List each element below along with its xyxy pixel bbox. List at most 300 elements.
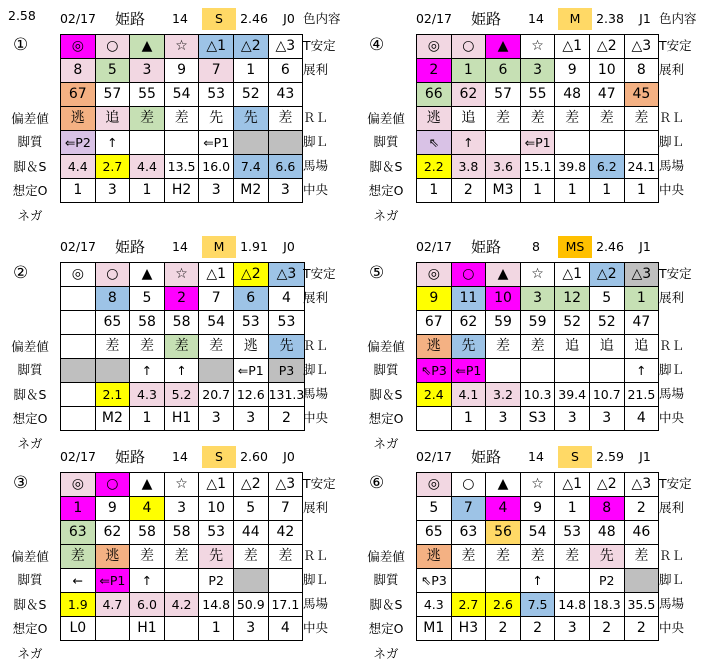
grid-cell: 48 — [589, 521, 624, 545]
row-label-left: 脚＆S — [369, 159, 403, 174]
race-panel — [0, 4, 356, 227]
grid-cell: 逃 — [61, 107, 96, 131]
grid-cell: 3 — [233, 617, 268, 641]
race-panel — [356, 4, 712, 227]
grid-cell: 差 — [95, 335, 130, 359]
row-label-right: 脚Ｌ — [303, 362, 329, 377]
grid-cell: 6.0 — [130, 593, 165, 617]
grid-cell: 63 — [61, 521, 96, 545]
grid-cell: 差 — [555, 545, 590, 569]
grid-cell: 10 — [199, 497, 234, 521]
race-value: 2.60 — [240, 449, 268, 464]
row-label-left: 脚質 — [373, 134, 399, 149]
grid-cell: 53 — [555, 521, 590, 545]
row-label-left: ネガ — [17, 436, 43, 451]
grid-cell: 53 — [268, 311, 305, 335]
grid-row — [417, 617, 659, 641]
grid-cell: 3 — [520, 59, 555, 83]
grid-cell: 差 — [624, 107, 659, 131]
grid-cell: 5 — [233, 497, 268, 521]
grid-cell: 46 — [624, 521, 659, 545]
grid-cell: 差 — [130, 545, 165, 569]
grid-cell: ⇐P1 — [199, 131, 234, 155]
grid-cell — [624, 569, 659, 593]
grid-cell: 42 — [268, 521, 303, 545]
grid-cell: 9 — [95, 497, 130, 521]
grid-cell: 3.8 — [451, 155, 486, 179]
grid-cell: 54 — [199, 311, 234, 335]
row-label-right: T安定 — [303, 476, 336, 491]
grid-cell: 58 — [164, 311, 199, 335]
runner-count: 14 — [172, 239, 188, 254]
grid-cell: △3 — [624, 473, 659, 497]
grid-cell: 先 — [451, 335, 486, 359]
race-panel — [0, 232, 356, 455]
grid-cell: 53 — [199, 83, 234, 107]
row-label-right: 展利 — [303, 500, 329, 515]
row-label-left: 脚質 — [373, 572, 399, 587]
row-label-right: 展利 — [303, 290, 329, 305]
grid-cell: 2 — [624, 617, 659, 641]
grid-cell: 3 — [130, 59, 165, 83]
row-label-left: 想定O — [368, 411, 404, 426]
grid-cell: 65 — [417, 521, 452, 545]
header-extra-label: 色内容 — [303, 11, 341, 26]
grid-cell: 差 — [520, 545, 555, 569]
grid-cell: 43 — [268, 83, 303, 107]
grid-cell: 18.3 — [589, 593, 624, 617]
grid-cell: 5.2 — [164, 383, 199, 407]
grid-cell: 2.2 — [417, 155, 452, 179]
jockey-flag: J1 — [639, 449, 651, 464]
row-label-right: 中央 — [659, 410, 685, 425]
row-label-right: 中央 — [303, 182, 329, 197]
grid-cell: ↑ — [130, 359, 165, 383]
grid-cell: △1 — [555, 35, 590, 59]
grid-cell — [61, 407, 96, 431]
grid-cell: 先 — [589, 545, 624, 569]
grid-cell — [233, 569, 268, 593]
grid-cell: 5 — [417, 497, 452, 521]
grid-cell: 50.9 — [233, 593, 268, 617]
race-number: ③ — [13, 473, 29, 493]
grid-cell: 8 — [61, 59, 96, 83]
row-label-right: 馬場 — [659, 158, 685, 173]
grid-cell: ▲ — [130, 263, 165, 287]
grid-row — [417, 59, 659, 83]
row-label-left: ネガ — [373, 208, 399, 223]
grid-cell: ◎ — [61, 263, 96, 287]
grid-cell: 1 — [589, 179, 624, 203]
grid-cell: 4.1 — [451, 383, 486, 407]
grid-cell — [164, 617, 199, 641]
row-label-right: 中央 — [659, 182, 685, 197]
row-label-left: 偏差値 — [367, 111, 405, 126]
row-label-left: 脚質 — [17, 134, 43, 149]
grid-cell: ○ — [451, 263, 486, 287]
grid-cell: 2.1 — [95, 383, 130, 407]
row-label-left: 想定O — [368, 183, 404, 198]
row-label-right: 馬場 — [303, 386, 329, 401]
race-panel — [356, 442, 712, 665]
grid-cell: 3 — [199, 407, 234, 431]
grid-cell — [130, 131, 165, 155]
row-label-left: ネガ — [17, 208, 43, 223]
grid-cell: H1 — [130, 617, 165, 641]
grid-cell: ⇐P1 — [451, 359, 486, 383]
row-label-left: 偏差値 — [11, 339, 49, 354]
grid-row — [417, 569, 659, 593]
grid-cell: 3 — [164, 497, 199, 521]
grid-cell: 3 — [199, 179, 234, 203]
race-venue: 姫路 — [470, 448, 501, 466]
grid-cell: 7 — [451, 497, 486, 521]
grid-cell: 差 — [520, 107, 555, 131]
grid-cell: 2 — [486, 617, 521, 641]
grid-cell: 追 — [624, 335, 659, 359]
grid-cell: 6.6 — [268, 155, 303, 179]
grid-cell: 3 — [520, 287, 555, 311]
grid-cell — [451, 569, 486, 593]
grid-cell: △2 — [589, 35, 624, 59]
jockey-flag: J1 — [639, 239, 651, 254]
row-label-left: ネガ — [373, 436, 399, 451]
grid-cell: 56 — [486, 521, 521, 545]
grid-cell — [555, 569, 590, 593]
race-number: ⑥ — [369, 473, 385, 493]
grid-row — [61, 545, 303, 569]
grid-cell: 6 — [233, 287, 268, 311]
race-date: 02/17 — [415, 239, 453, 254]
grid-cell: ⇖P3 — [417, 359, 452, 383]
jockey-flag: J0 — [283, 449, 295, 464]
row-label-right: 中央 — [659, 620, 685, 635]
row-label-right: ＲＬ — [303, 548, 329, 563]
race-venue: 姫路 — [114, 448, 145, 466]
grid-cell: 差 — [233, 545, 268, 569]
header-extra-label: 色内容 — [659, 11, 697, 26]
grid-cell: 2 — [624, 497, 659, 521]
grid-cell: 1 — [555, 497, 590, 521]
grid-cell: M1 — [417, 617, 452, 641]
grid-cell: 8 — [95, 287, 130, 311]
grid-cell: ⇐P1 — [520, 131, 555, 155]
grid-cell: 差 — [61, 545, 96, 569]
grid-row — [417, 83, 659, 107]
grid-cell: H3 — [451, 617, 486, 641]
grid-cell: ▲ — [130, 473, 165, 497]
grid-cell: ◎ — [417, 263, 452, 287]
grid-cell: 3 — [555, 407, 590, 431]
grid-cell: H2 — [164, 179, 199, 203]
grid-cell: 3.6 — [486, 155, 521, 179]
grid-cell: 131.3 — [268, 383, 305, 407]
grid-cell: 54 — [164, 83, 199, 107]
grid-cell: 3 — [589, 407, 624, 431]
race-type-badge: M — [202, 236, 236, 258]
grid-cell: 3 — [555, 617, 590, 641]
grid-cell: ⇖P3 — [417, 569, 452, 593]
row-label-right: ＲＬ — [659, 548, 685, 563]
grid-row — [417, 179, 659, 203]
grid-cell: 差 — [520, 335, 555, 359]
race-grid — [416, 34, 659, 203]
grid-cell: ↑ — [624, 359, 659, 383]
grid-cell — [268, 569, 303, 593]
grid-cell: 先 — [199, 545, 234, 569]
race-date: 02/17 — [59, 239, 97, 254]
row-label-right: T安定 — [303, 266, 336, 281]
row-label-right: T安定 — [303, 38, 336, 53]
grid-cell — [589, 359, 624, 383]
grid-cell: 4 — [130, 497, 165, 521]
grid-cell: 57 — [486, 83, 521, 107]
grid-cell — [589, 131, 624, 155]
grid-cell: 差 — [164, 335, 199, 359]
grid-cell: 追 — [589, 335, 624, 359]
grid-cell: 67 — [417, 311, 452, 335]
grid-cell: 45 — [624, 83, 659, 107]
row-label-left: ネガ — [373, 646, 399, 661]
race-date: 02/17 — [59, 11, 97, 26]
grid-cell — [164, 569, 199, 593]
race-number: ④ — [369, 35, 385, 55]
grid-row — [61, 359, 305, 383]
grid-cell — [95, 359, 130, 383]
grid-row — [417, 473, 659, 497]
row-label-right: 中央 — [303, 410, 329, 425]
grid-cell: 5 — [130, 287, 165, 311]
grid-cell: ⇐P2 — [61, 131, 96, 155]
grid-cell: 追 — [555, 335, 590, 359]
grid-cell: 47 — [589, 83, 624, 107]
grid-row — [417, 407, 659, 431]
grid-cell: 7 — [199, 59, 234, 83]
grid-row — [417, 155, 659, 179]
grid-cell: 1 — [520, 179, 555, 203]
row-label-right: 馬場 — [303, 158, 329, 173]
grid-cell: ○ — [95, 473, 130, 497]
grid-cell: 52 — [589, 311, 624, 335]
grid-cell: ◎ — [61, 35, 96, 59]
grid-cell: 1 — [233, 59, 268, 83]
grid-cell: 1 — [624, 179, 659, 203]
race-value: 2.59 — [596, 449, 624, 464]
grid-cell: ○ — [95, 35, 130, 59]
grid-cell: ⇖ — [417, 131, 452, 155]
grid-cell: 15.1 — [520, 155, 555, 179]
grid-cell: 差 — [199, 335, 234, 359]
row-label-right: 展利 — [659, 500, 685, 515]
grid-row — [61, 155, 303, 179]
grid-cell: 62 — [451, 83, 486, 107]
grid-cell: 差 — [130, 107, 165, 131]
grid-cell: 差 — [624, 545, 659, 569]
grid-row — [417, 35, 659, 59]
grid-cell: 先 — [199, 107, 234, 131]
grid-cell: △1 — [555, 473, 590, 497]
jockey-flag: J1 — [639, 11, 651, 26]
grid-row — [61, 263, 305, 287]
grid-row — [61, 383, 305, 407]
row-label-right: T安定 — [659, 266, 692, 281]
grid-cell: 2 — [589, 617, 624, 641]
grid-cell: 58 — [130, 521, 165, 545]
grid-cell: 62 — [451, 311, 486, 335]
grid-cell: 10 — [589, 59, 624, 83]
race-venue: 姫路 — [470, 10, 501, 28]
grid-cell: 4 — [486, 497, 521, 521]
row-label-right: 脚Ｌ — [659, 134, 685, 149]
row-label-right: 脚Ｌ — [303, 134, 329, 149]
race-type-badge: MS — [558, 236, 592, 258]
grid-row — [61, 407, 305, 431]
row-label-right: 脚Ｌ — [659, 362, 685, 377]
race-venue: 姫路 — [470, 238, 501, 256]
grid-cell: 54 — [520, 521, 555, 545]
grid-row — [61, 107, 303, 131]
grid-cell: 逃 — [417, 335, 452, 359]
grid-cell — [417, 407, 452, 431]
grid-cell: △2 — [589, 473, 624, 497]
grid-cell: 1 — [555, 179, 590, 203]
grid-cell: 16.0 — [199, 155, 234, 179]
grid-row — [61, 521, 303, 545]
grid-cell: 差 — [164, 545, 199, 569]
grid-cell: 52 — [233, 83, 268, 107]
grid-cell: 4 — [268, 287, 305, 311]
grid-cell: 追 — [451, 107, 486, 131]
grid-cell: 先 — [268, 335, 305, 359]
grid-cell — [486, 359, 521, 383]
grid-cell: 追 — [95, 107, 130, 131]
row-label-right: 馬場 — [659, 596, 685, 611]
grid-cell: 4 — [268, 617, 303, 641]
grid-row — [417, 521, 659, 545]
row-label-left: 偏差値 — [11, 111, 49, 126]
grid-cell: 66 — [417, 83, 452, 107]
version-label: 2.58 — [8, 8, 36, 23]
row-label-right: T安定 — [659, 476, 692, 491]
grid-cell: 7.5 — [520, 593, 555, 617]
row-label-right: 展利 — [303, 62, 329, 77]
grid-row — [61, 35, 303, 59]
row-label-left: 脚＆S — [13, 159, 47, 174]
grid-cell: 1 — [199, 617, 234, 641]
row-label-right: T安定 — [659, 38, 692, 53]
grid-cell — [268, 131, 303, 155]
grid-cell: ☆ — [164, 473, 199, 497]
grid-cell: 9 — [555, 59, 590, 83]
grid-row — [61, 569, 303, 593]
grid-cell: 1 — [61, 179, 96, 203]
race-type-badge: S — [558, 446, 592, 468]
grid-cell: P2 — [199, 569, 234, 593]
row-label-left: 脚質 — [17, 362, 43, 377]
race-grid — [60, 34, 303, 203]
grid-cell: 20.7 — [199, 383, 234, 407]
race-date: 02/17 — [415, 11, 453, 26]
row-label-left: 脚＆S — [13, 387, 47, 402]
grid-cell: 55 — [520, 83, 555, 107]
runner-count: 8 — [532, 239, 540, 254]
row-label-left: 脚＆S — [13, 597, 47, 612]
grid-cell: △1 — [199, 35, 234, 59]
race-grid — [416, 262, 659, 431]
jockey-flag: J0 — [283, 239, 295, 254]
race-type-badge: M — [558, 8, 592, 30]
grid-cell: 差 — [486, 545, 521, 569]
grid-cell: ▲ — [486, 35, 521, 59]
race-panel — [0, 442, 356, 665]
grid-cell: 47 — [624, 311, 659, 335]
race-type-badge: S — [202, 446, 236, 468]
grid-cell: ☆ — [520, 263, 555, 287]
race-value: 2.46 — [240, 11, 268, 26]
race-type-badge: S — [202, 8, 236, 30]
grid-cell: 2.4 — [417, 383, 452, 407]
grid-cell: △2 — [233, 473, 268, 497]
grid-cell: ◎ — [61, 473, 96, 497]
grid-cell: P3 — [268, 359, 305, 383]
grid-row — [61, 59, 303, 83]
grid-row — [417, 359, 659, 383]
grid-cell: M3 — [486, 179, 521, 203]
grid-row — [61, 617, 303, 641]
grid-cell: ○ — [451, 35, 486, 59]
grid-cell: 24.1 — [624, 155, 659, 179]
grid-cell: 4 — [624, 407, 659, 431]
grid-cell: 1 — [61, 497, 96, 521]
grid-cell: 差 — [486, 107, 521, 131]
grid-cell: 57 — [95, 83, 130, 107]
runner-count: 14 — [172, 449, 188, 464]
grid-cell — [61, 359, 96, 383]
grid-cell: 4.7 — [95, 593, 130, 617]
row-label-left: 偏差値 — [367, 549, 405, 564]
grid-row — [61, 83, 303, 107]
grid-cell: ◎ — [417, 473, 452, 497]
race-venue: 姫路 — [114, 238, 145, 256]
grid-cell — [520, 359, 555, 383]
grid-cell: 6 — [268, 59, 303, 83]
grid-cell: 14.8 — [555, 593, 590, 617]
grid-cell: ○ — [451, 473, 486, 497]
grid-cell: 1.9 — [61, 593, 96, 617]
grid-cell: 3 — [486, 407, 521, 431]
grid-cell: 2 — [520, 617, 555, 641]
row-label-left: ネガ — [17, 646, 43, 661]
grid-cell: 9 — [417, 287, 452, 311]
grid-cell: 差 — [130, 335, 165, 359]
grid-cell: ☆ — [520, 35, 555, 59]
grid-cell — [61, 335, 96, 359]
grid-cell: 39.4 — [555, 383, 590, 407]
grid-cell: 1 — [130, 179, 165, 203]
grid-cell: ↑ — [451, 131, 486, 155]
row-label-left: 脚質 — [17, 572, 43, 587]
grid-cell: 17.1 — [268, 593, 303, 617]
grid-cell — [555, 359, 590, 383]
grid-cell: 差 — [268, 107, 303, 131]
grid-cell: 10.7 — [589, 383, 624, 407]
grid-cell: 3 — [95, 179, 130, 203]
grid-cell: 67 — [61, 83, 96, 107]
race-venue: 姫路 — [114, 10, 145, 28]
grid-row — [61, 287, 305, 311]
grid-cell: 差 — [164, 107, 199, 131]
row-label-left: 想定O — [12, 621, 48, 636]
